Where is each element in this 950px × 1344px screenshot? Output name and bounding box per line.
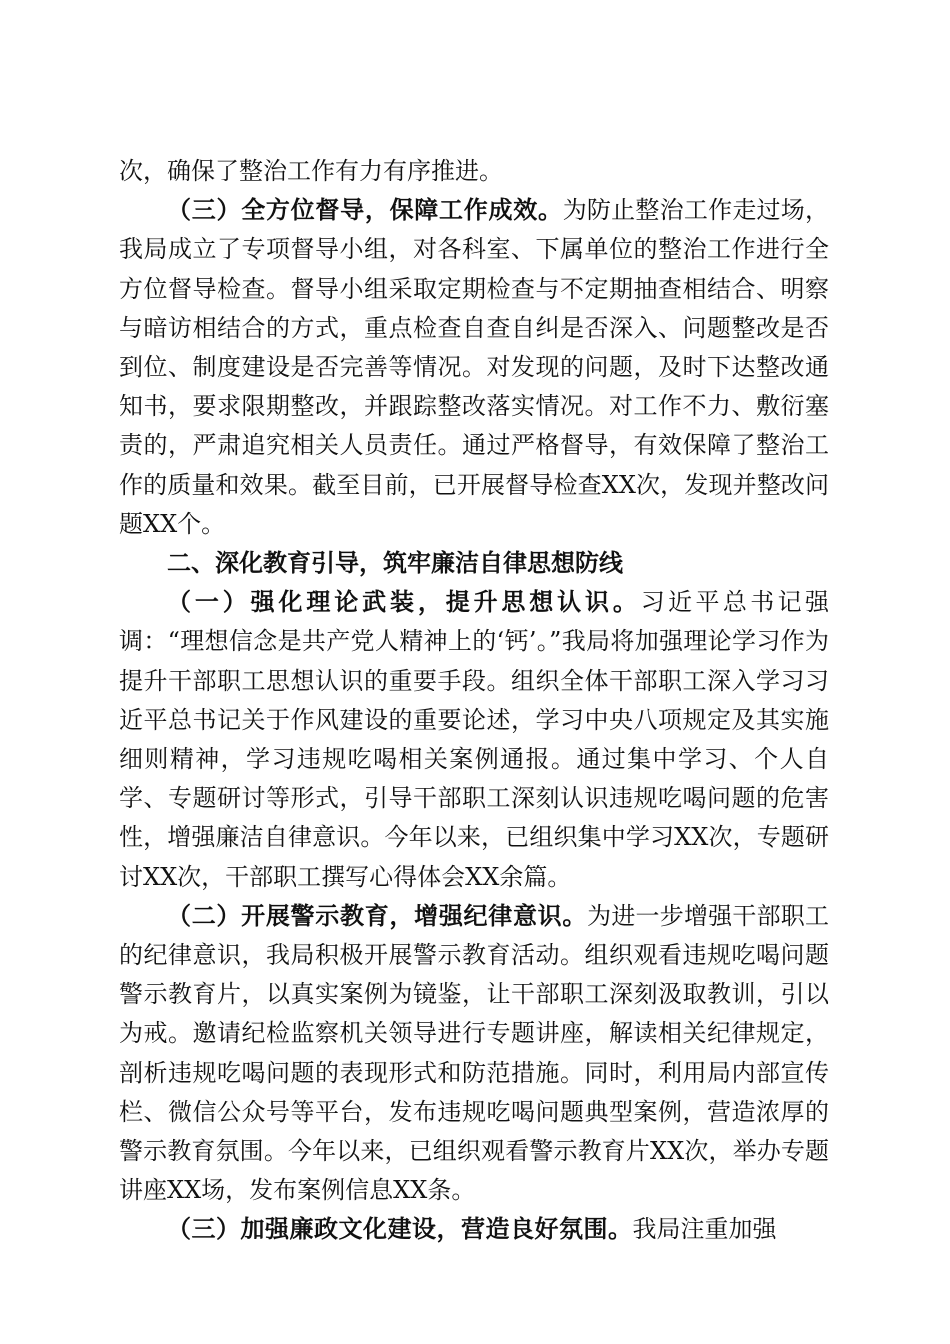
paragraph-continuation (119, 152, 829, 191)
paragraph-text: 我局注重加强 (632, 1215, 777, 1244)
document-page (119, 152, 829, 1250)
paragraph-text: 习近平总书记强调：“理想信念是共产党人精神上的‘钙’。”我局将加强理论学习作为提升干部职工思想认识的重要手段。组织全体干部职工深入学习习近平总书记关于作风建设的重要论述，学习中央八项规定及其实施细则精神，学习违规吃喝相关案例通报。通过集中学习、个人自学、专题研讨等形式，引导干部职工深刻认识违规吃喝问题的危害性，增强廉洁自律意识。今年以来，已组织集中学习XX次，专题研讨XX次，干部职工撰写心得体会XX余篇。 (119, 588, 829, 891)
paragraph-text: 为防止整治工作走过场，我局成立了专项督导小组，对各科室、下属单位的整治工作进行全方位督导检查。督导小组采取定期检查与不定期抽查相结合、明察与暗访相结合的方式，重点检查自查自纠是否深入、问题整改是否到位、制度建设是否完善等情况。对发现的问题，及时下达整改通知书，要求限期整改，并跟踪整改落实情况。对工作不力、敷衍塞责的，严肃追究相关人员责任。通过严格督导，有效保障了整治工作的质量和效果。截至目前，已开展督导检查XX次，发现并整改问题XX个。 (119, 196, 830, 538)
paragraph-supervision (119, 191, 829, 544)
paragraph-theory-study (119, 583, 829, 897)
paragraph-lead: （三）加强廉政文化建设，营造良好氛围。 (167, 1215, 633, 1244)
paragraph-lead: （一）强化理论武装，提升思想认识。 (167, 588, 641, 617)
section-heading: 二、深化教育引导，筑牢廉洁自律思想防线 (167, 549, 623, 578)
paragraph-integrity-culture (119, 1210, 829, 1249)
paragraph-lead: （二）开展警示教育，增强纪律意识。 (167, 901, 588, 930)
paragraph-lead: （三）全方位督导，保障工作成效。 (167, 196, 563, 225)
paragraph-text: 次，确保了整治工作有力有序推进。 (119, 157, 503, 185)
paragraph-text: 为进一步增强干部职工的纪律意识，我局积极开展警示教育活动。组织观看违规吃喝问题警示教育片，以真实案例为镜鉴，让干部职工深刻汲取教训，引以为戒。邀请纪检监察机关领导进行专题讲座，解读相关纪律规定，剖析违规吃喝问题的表现形式和防范措施。同时，利用局内部宣传栏、微信公众号等平台，发布违规吃喝问题典型案例，营造浓厚的警示教育氛围。今年以来，已组织观看警示教育片XX次，举办专题讲座XX场，发布案例信息XX条。 (119, 901, 830, 1205)
paragraph-warning-education (119, 897, 829, 1211)
